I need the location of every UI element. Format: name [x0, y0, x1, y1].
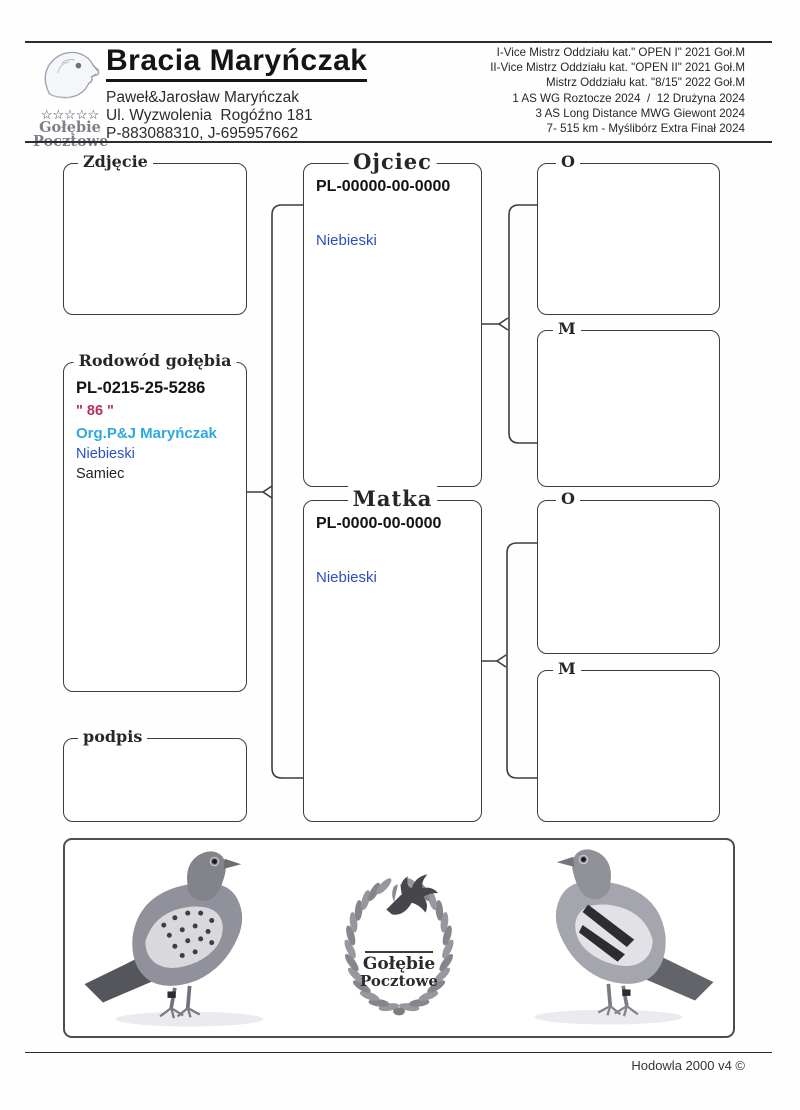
grandmother-maternal-box — [537, 659, 720, 822]
father-box — [303, 149, 482, 487]
achievement-line: 7- 515 km - Myślibórz Extra Finał 2024 — [546, 122, 745, 136]
club-emblem-label — [339, 951, 459, 989]
bird-ring-number: PL-0215-25-5286 — [76, 379, 206, 397]
footer-divider — [25, 1052, 772, 1053]
mother-box — [303, 486, 482, 822]
emblem-divider — [365, 951, 433, 953]
bird-sex: Samiec — [76, 466, 125, 482]
breeder-identity — [106, 44, 367, 143]
right-pigeon-photo — [507, 843, 719, 1034]
bottom-banner — [63, 838, 735, 1038]
breeder-logo — [33, 45, 107, 149]
owner-contact: P-883088310, J-695957662 — [106, 125, 299, 142]
bird-name: " 86 " — [76, 403, 114, 419]
owner-address: Ul. Wyzwolenia Rogóźno 181 — [106, 107, 313, 124]
software-credit: Hodowla 2000 v4 © — [631, 1058, 745, 1073]
logo-word-1: Gołębie — [39, 119, 101, 136]
grandfather-maternal-label: O — [556, 489, 580, 508]
father-box-label: Ojciec — [348, 149, 437, 174]
emblem-word-2: Pocztowe — [360, 972, 438, 990]
bird-organization: Org.P&J Maryńczak — [76, 425, 217, 442]
achievement-line: II-Vice Mistrz Oddziału kat. "OPEN II" 2021 Goł.M — [490, 61, 745, 75]
right-pigeon-image — [507, 843, 719, 1029]
mother-box-label: Matka — [348, 486, 438, 511]
grandfather-maternal-box — [537, 489, 720, 654]
grandfather-paternal-label: O — [556, 152, 580, 171]
header-divider — [25, 141, 772, 143]
bird-info-box — [63, 351, 247, 692]
photo-box-label: Zdjęcie — [78, 152, 153, 171]
achievement-line: I-Vice Mistrz Oddziału kat." OPEN I" 2021 Goł.M — [496, 46, 745, 59]
bird-box-label: Rodowód gołębia — [74, 351, 237, 370]
mother-color: Niebieski — [316, 569, 377, 586]
pigeon-head-logo-icon — [37, 45, 103, 103]
emblem-word-1: Gołębie — [362, 954, 436, 974]
signature-box — [63, 727, 247, 822]
breeder-name-title: Bracia Maryńczak — [106, 44, 367, 82]
signature-box-label: podpis — [78, 727, 147, 746]
achievement-line: 3 AS Long Distance MWG Giewont 2024 — [535, 106, 745, 120]
grandmother-maternal-label: M — [553, 659, 581, 678]
bird-color: Niebieski — [76, 446, 135, 462]
achievements-list — [490, 45, 745, 136]
father-ring-number: PL-00000-00-0000 — [316, 178, 451, 195]
owner-names: Paweł&Jarosław Maryńczak — [106, 89, 299, 106]
father-color: Niebieski — [316, 232, 377, 249]
achievement-line: 1 AS WG Roztocze 2024 / 12 Drużyna 2024 — [512, 91, 745, 105]
logo-word-2: Pocztowe — [33, 133, 109, 150]
left-pigeon-photo — [79, 845, 291, 1031]
logo-stars: ☆☆☆☆☆ — [40, 107, 100, 122]
mother-ring-number: PL-0000-00-0000 — [316, 515, 442, 532]
top-divider — [25, 41, 772, 43]
laurel-wreath-icon — [324, 845, 474, 1031]
grandfather-paternal-box — [537, 152, 720, 315]
club-emblem — [324, 845, 474, 1031]
grandmother-paternal-box — [537, 319, 720, 487]
grandmother-paternal-label: M — [553, 319, 581, 338]
achievement-line: Mistrz Oddziału kat. "8/15" 2022 Goł.M — [546, 76, 745, 90]
photo-box — [63, 152, 247, 315]
